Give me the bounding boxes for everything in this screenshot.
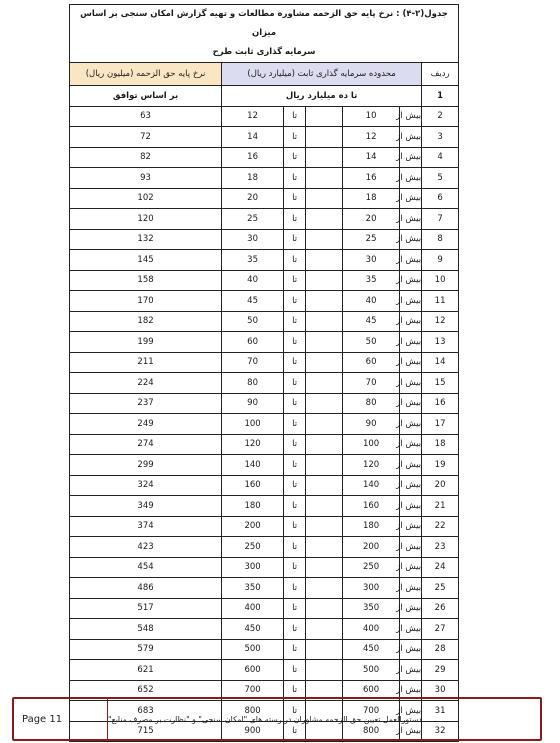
value-from: 50 (343, 332, 400, 353)
row-index: 22 (422, 516, 459, 537)
table-row (70, 147, 459, 168)
spacer-cell (306, 229, 343, 250)
row-index: 9 (422, 250, 459, 271)
label-to: تا (284, 229, 306, 250)
label-from: بیش از (400, 414, 422, 435)
value-to: 900 (222, 721, 284, 742)
table-row (70, 598, 459, 619)
value-to: 200 (222, 516, 284, 537)
value-to: 20 (222, 188, 284, 209)
spacer-cell (306, 168, 343, 189)
label-from: بیش از (400, 106, 422, 127)
value-to: 350 (222, 578, 284, 599)
value-to: 18 (222, 168, 284, 189)
row-index: 10 (422, 270, 459, 291)
value-to: 35 (222, 250, 284, 271)
value-from: 35 (343, 270, 400, 291)
fee-value: 652 (70, 680, 222, 701)
row-index: 13 (422, 332, 459, 353)
table-title-line1: جدول(۲-۴) : نرخ پایه حق الزحمه مشاوره مطالعات و تهیه گزارش امکان سنجی بر اساس میزان (80, 9, 448, 38)
fee-value: 374 (70, 516, 222, 537)
spacer-cell (306, 291, 343, 312)
row-index: 28 (422, 639, 459, 660)
label-to: تا (284, 209, 306, 230)
table-row (70, 414, 459, 435)
label-from: بیش از (400, 270, 422, 291)
label-to: تا (284, 680, 306, 701)
table-row (70, 352, 459, 373)
label-from: بیش از (400, 598, 422, 619)
table-title-line2: سرمایه گذاری ثابت طرح (212, 47, 316, 57)
fee-value: 199 (70, 332, 222, 353)
fee-value: 72 (70, 127, 222, 148)
table-row (70, 578, 459, 599)
row-index: 16 (422, 393, 459, 414)
value-to: 140 (222, 455, 284, 476)
value-from: 700 (343, 701, 400, 722)
row-index: 1 (422, 86, 459, 107)
label-to: تا (284, 373, 306, 394)
label-to: تا (284, 188, 306, 209)
value-from: 450 (343, 639, 400, 660)
value-from: 350 (343, 598, 400, 619)
table-row (70, 127, 459, 148)
spacer-cell (306, 188, 343, 209)
label-to: تا (284, 434, 306, 455)
table-row (70, 291, 459, 312)
label-from: بیش از (400, 209, 422, 230)
label-from: بیش از (400, 496, 422, 517)
row-index: 7 (422, 209, 459, 230)
table-row (70, 188, 459, 209)
spacer-cell (306, 619, 343, 640)
spacer-cell (306, 598, 343, 619)
value-from: 60 (343, 352, 400, 373)
label-from: بیش از (400, 250, 422, 271)
row-index: 12 (422, 311, 459, 332)
row-index: 19 (422, 455, 459, 476)
value-from: 90 (343, 414, 400, 435)
label-to: تا (284, 455, 306, 476)
label-to: تا (284, 127, 306, 148)
first-row-range: تا ده میلیارد ریال (222, 86, 422, 107)
spacer-cell (306, 209, 343, 230)
fee-value: 158 (70, 270, 222, 291)
spacer-cell (306, 516, 343, 537)
value-to: 60 (222, 332, 284, 353)
table-row (70, 619, 459, 640)
value-from: 18 (343, 188, 400, 209)
value-from: 200 (343, 537, 400, 558)
row-index: 15 (422, 373, 459, 394)
value-to: 500 (222, 639, 284, 660)
fee-value: 249 (70, 414, 222, 435)
label-to: تا (284, 557, 306, 578)
table-row (70, 537, 459, 558)
spacer-cell (306, 455, 343, 476)
label-from: بیش از (400, 537, 422, 558)
value-from: 300 (343, 578, 400, 599)
label-from: بیش از (400, 127, 422, 148)
label-from: بیش از (400, 147, 422, 168)
table-row (70, 332, 459, 353)
table-row (70, 168, 459, 189)
value-to: 120 (222, 434, 284, 455)
value-from: 160 (343, 496, 400, 517)
label-to: تا (284, 496, 306, 517)
label-from: بیش از (400, 229, 422, 250)
value-from: 400 (343, 619, 400, 640)
value-from: 16 (343, 168, 400, 189)
label-to: تا (284, 639, 306, 660)
row-index: 21 (422, 496, 459, 517)
value-to: 14 (222, 127, 284, 148)
fee-value: 621 (70, 660, 222, 681)
label-from: بیش از (400, 578, 422, 599)
table-row (70, 434, 459, 455)
spacer-cell (306, 578, 343, 599)
fee-value: 715 (70, 721, 222, 742)
fee-value: 132 (70, 229, 222, 250)
label-to: تا (284, 147, 306, 168)
label-to: تا (284, 701, 306, 722)
fee-value: 93 (70, 168, 222, 189)
table-row (70, 496, 459, 517)
table-row (70, 209, 459, 230)
fee-value: 548 (70, 619, 222, 640)
spacer-cell (306, 147, 343, 168)
label-to: تا (284, 250, 306, 271)
label-to: تا (284, 168, 306, 189)
fee-value: 349 (70, 496, 222, 517)
value-to: 70 (222, 352, 284, 373)
fee-value: 683 (70, 701, 222, 722)
label-to: تا (284, 619, 306, 640)
value-from: 500 (343, 660, 400, 681)
row-index: 24 (422, 557, 459, 578)
fee-value: 211 (70, 352, 222, 373)
table-row (70, 373, 459, 394)
value-from: 800 (343, 721, 400, 742)
table-row (70, 455, 459, 476)
label-from: بیش از (400, 168, 422, 189)
table-row (70, 106, 459, 127)
value-to: 25 (222, 209, 284, 230)
table-row (70, 311, 459, 332)
fee-value: 82 (70, 147, 222, 168)
value-from: 30 (343, 250, 400, 271)
table-row (70, 557, 459, 578)
row-index: 18 (422, 434, 459, 455)
label-from: بیش از (400, 701, 422, 722)
label-from: بیش از (400, 311, 422, 332)
table-row (70, 393, 459, 414)
spacer-cell (306, 537, 343, 558)
spacer-cell (306, 557, 343, 578)
fee-value: 145 (70, 250, 222, 271)
row-index: 17 (422, 414, 459, 435)
label-from: بیش از (400, 721, 422, 742)
row-index: 8 (422, 229, 459, 250)
value-from: 10 (343, 106, 400, 127)
spacer-cell (306, 660, 343, 681)
value-to: 450 (222, 619, 284, 640)
first-row-fee: بر اساس توافق (70, 86, 222, 107)
value-from: 45 (343, 311, 400, 332)
label-from: بیش از (400, 393, 422, 414)
footer-text: دستورالعمل تعیین حق الزحمه مشاوران در رسته های "امکان سنجی" و "نظارت بر مصرف منابع" (108, 714, 422, 724)
row-index: 25 (422, 578, 459, 599)
table-title (70, 5, 459, 63)
value-from: 600 (343, 680, 400, 701)
label-to: تا (284, 475, 306, 496)
spacer-cell (306, 270, 343, 291)
spacer-cell (306, 250, 343, 271)
value-from: 12 (343, 127, 400, 148)
value-to: 800 (222, 701, 284, 722)
row-index: 5 (422, 168, 459, 189)
label-from: بیش از (400, 557, 422, 578)
label-to: تا (284, 598, 306, 619)
spacer-cell (306, 496, 343, 517)
value-from: 20 (343, 209, 400, 230)
value-to: 180 (222, 496, 284, 517)
spacer-cell (306, 393, 343, 414)
label-to: تا (284, 721, 306, 742)
row-index: 20 (422, 475, 459, 496)
fee-value: 63 (70, 106, 222, 127)
label-from: بیش از (400, 660, 422, 681)
spacer-cell (306, 434, 343, 455)
spacer-cell (306, 311, 343, 332)
row-index: 23 (422, 537, 459, 558)
spacer-cell (306, 475, 343, 496)
fee-value: 224 (70, 373, 222, 394)
value-to: 45 (222, 291, 284, 312)
value-to: 600 (222, 660, 284, 681)
header-range: محدوده سرمایه گذاری ثابت (میلیارد ریال) (222, 63, 422, 86)
label-from: بیش از (400, 373, 422, 394)
value-to: 16 (222, 147, 284, 168)
value-to: 90 (222, 393, 284, 414)
value-to: 100 (222, 414, 284, 435)
fee-value: 454 (70, 557, 222, 578)
value-from: 180 (343, 516, 400, 537)
label-to: تا (284, 537, 306, 558)
value-from: 25 (343, 229, 400, 250)
page-footer (12, 697, 542, 741)
fee-value: 299 (70, 455, 222, 476)
label-to: تا (284, 270, 306, 291)
table-row (70, 475, 459, 496)
spacer-cell (306, 352, 343, 373)
row-index: 4 (422, 147, 459, 168)
value-to: 50 (222, 311, 284, 332)
label-from: بیش از (400, 434, 422, 455)
row-index: 27 (422, 619, 459, 640)
fee-value: 182 (70, 311, 222, 332)
row-index: 3 (422, 127, 459, 148)
label-from: بیش از (400, 332, 422, 353)
fee-value: 423 (70, 537, 222, 558)
value-from: 250 (343, 557, 400, 578)
label-to: تا (284, 106, 306, 127)
fee-value: 324 (70, 475, 222, 496)
value-from: 140 (343, 475, 400, 496)
label-to: تا (284, 352, 306, 373)
label-from: بیش از (400, 188, 422, 209)
fee-table (69, 4, 459, 742)
value-from: 80 (343, 393, 400, 414)
row-index: 11 (422, 291, 459, 312)
value-from: 40 (343, 291, 400, 312)
label-to: تا (284, 414, 306, 435)
value-to: 300 (222, 557, 284, 578)
value-to: 400 (222, 598, 284, 619)
value-from: 100 (343, 434, 400, 455)
page-number: Page 11 (14, 699, 108, 739)
fee-value: 517 (70, 598, 222, 619)
fee-value: 170 (70, 291, 222, 312)
row-index: 31 (422, 701, 459, 722)
label-to: تا (284, 332, 306, 353)
row-index: 29 (422, 660, 459, 681)
label-to: تا (284, 578, 306, 599)
table-row (70, 516, 459, 537)
table-row (70, 660, 459, 681)
label-from: بیش از (400, 619, 422, 640)
row-index: 32 (422, 721, 459, 742)
value-to: 160 (222, 475, 284, 496)
row-index: 14 (422, 352, 459, 373)
value-to: 700 (222, 680, 284, 701)
table-row (70, 250, 459, 271)
label-to: تا (284, 660, 306, 681)
label-from: بیش از (400, 639, 422, 660)
spacer-cell (306, 639, 343, 660)
spacer-cell (306, 373, 343, 394)
spacer-cell (306, 106, 343, 127)
fee-value: 102 (70, 188, 222, 209)
value-to: 30 (222, 229, 284, 250)
spacer-cell (306, 127, 343, 148)
spacer-cell (306, 414, 343, 435)
label-to: تا (284, 291, 306, 312)
table-row (70, 270, 459, 291)
fee-value: 486 (70, 578, 222, 599)
fee-value: 579 (70, 639, 222, 660)
value-from: 120 (343, 455, 400, 476)
row-index: 26 (422, 598, 459, 619)
value-from: 14 (343, 147, 400, 168)
value-to: 40 (222, 270, 284, 291)
table-row (70, 639, 459, 660)
value-from: 70 (343, 373, 400, 394)
value-to: 80 (222, 373, 284, 394)
label-to: تا (284, 516, 306, 537)
label-from: بیش از (400, 680, 422, 701)
header-fee: نرخ پایه حق الزحمه (میلیون ریال) (70, 63, 222, 86)
label-to: تا (284, 393, 306, 414)
fee-value: 120 (70, 209, 222, 230)
label-from: بیش از (400, 352, 422, 373)
value-to: 12 (222, 106, 284, 127)
label-to: تا (284, 311, 306, 332)
value-to: 250 (222, 537, 284, 558)
label-from: بیش از (400, 516, 422, 537)
label-from: بیش از (400, 475, 422, 496)
spacer-cell (306, 332, 343, 353)
label-from: بیش از (400, 291, 422, 312)
fee-value: 274 (70, 434, 222, 455)
table-row (70, 229, 459, 250)
header-radif: ردیف (422, 63, 459, 86)
row-index: 2 (422, 106, 459, 127)
fee-value: 237 (70, 393, 222, 414)
row-index: 6 (422, 188, 459, 209)
row-index: 30 (422, 680, 459, 701)
label-from: بیش از (400, 455, 422, 476)
